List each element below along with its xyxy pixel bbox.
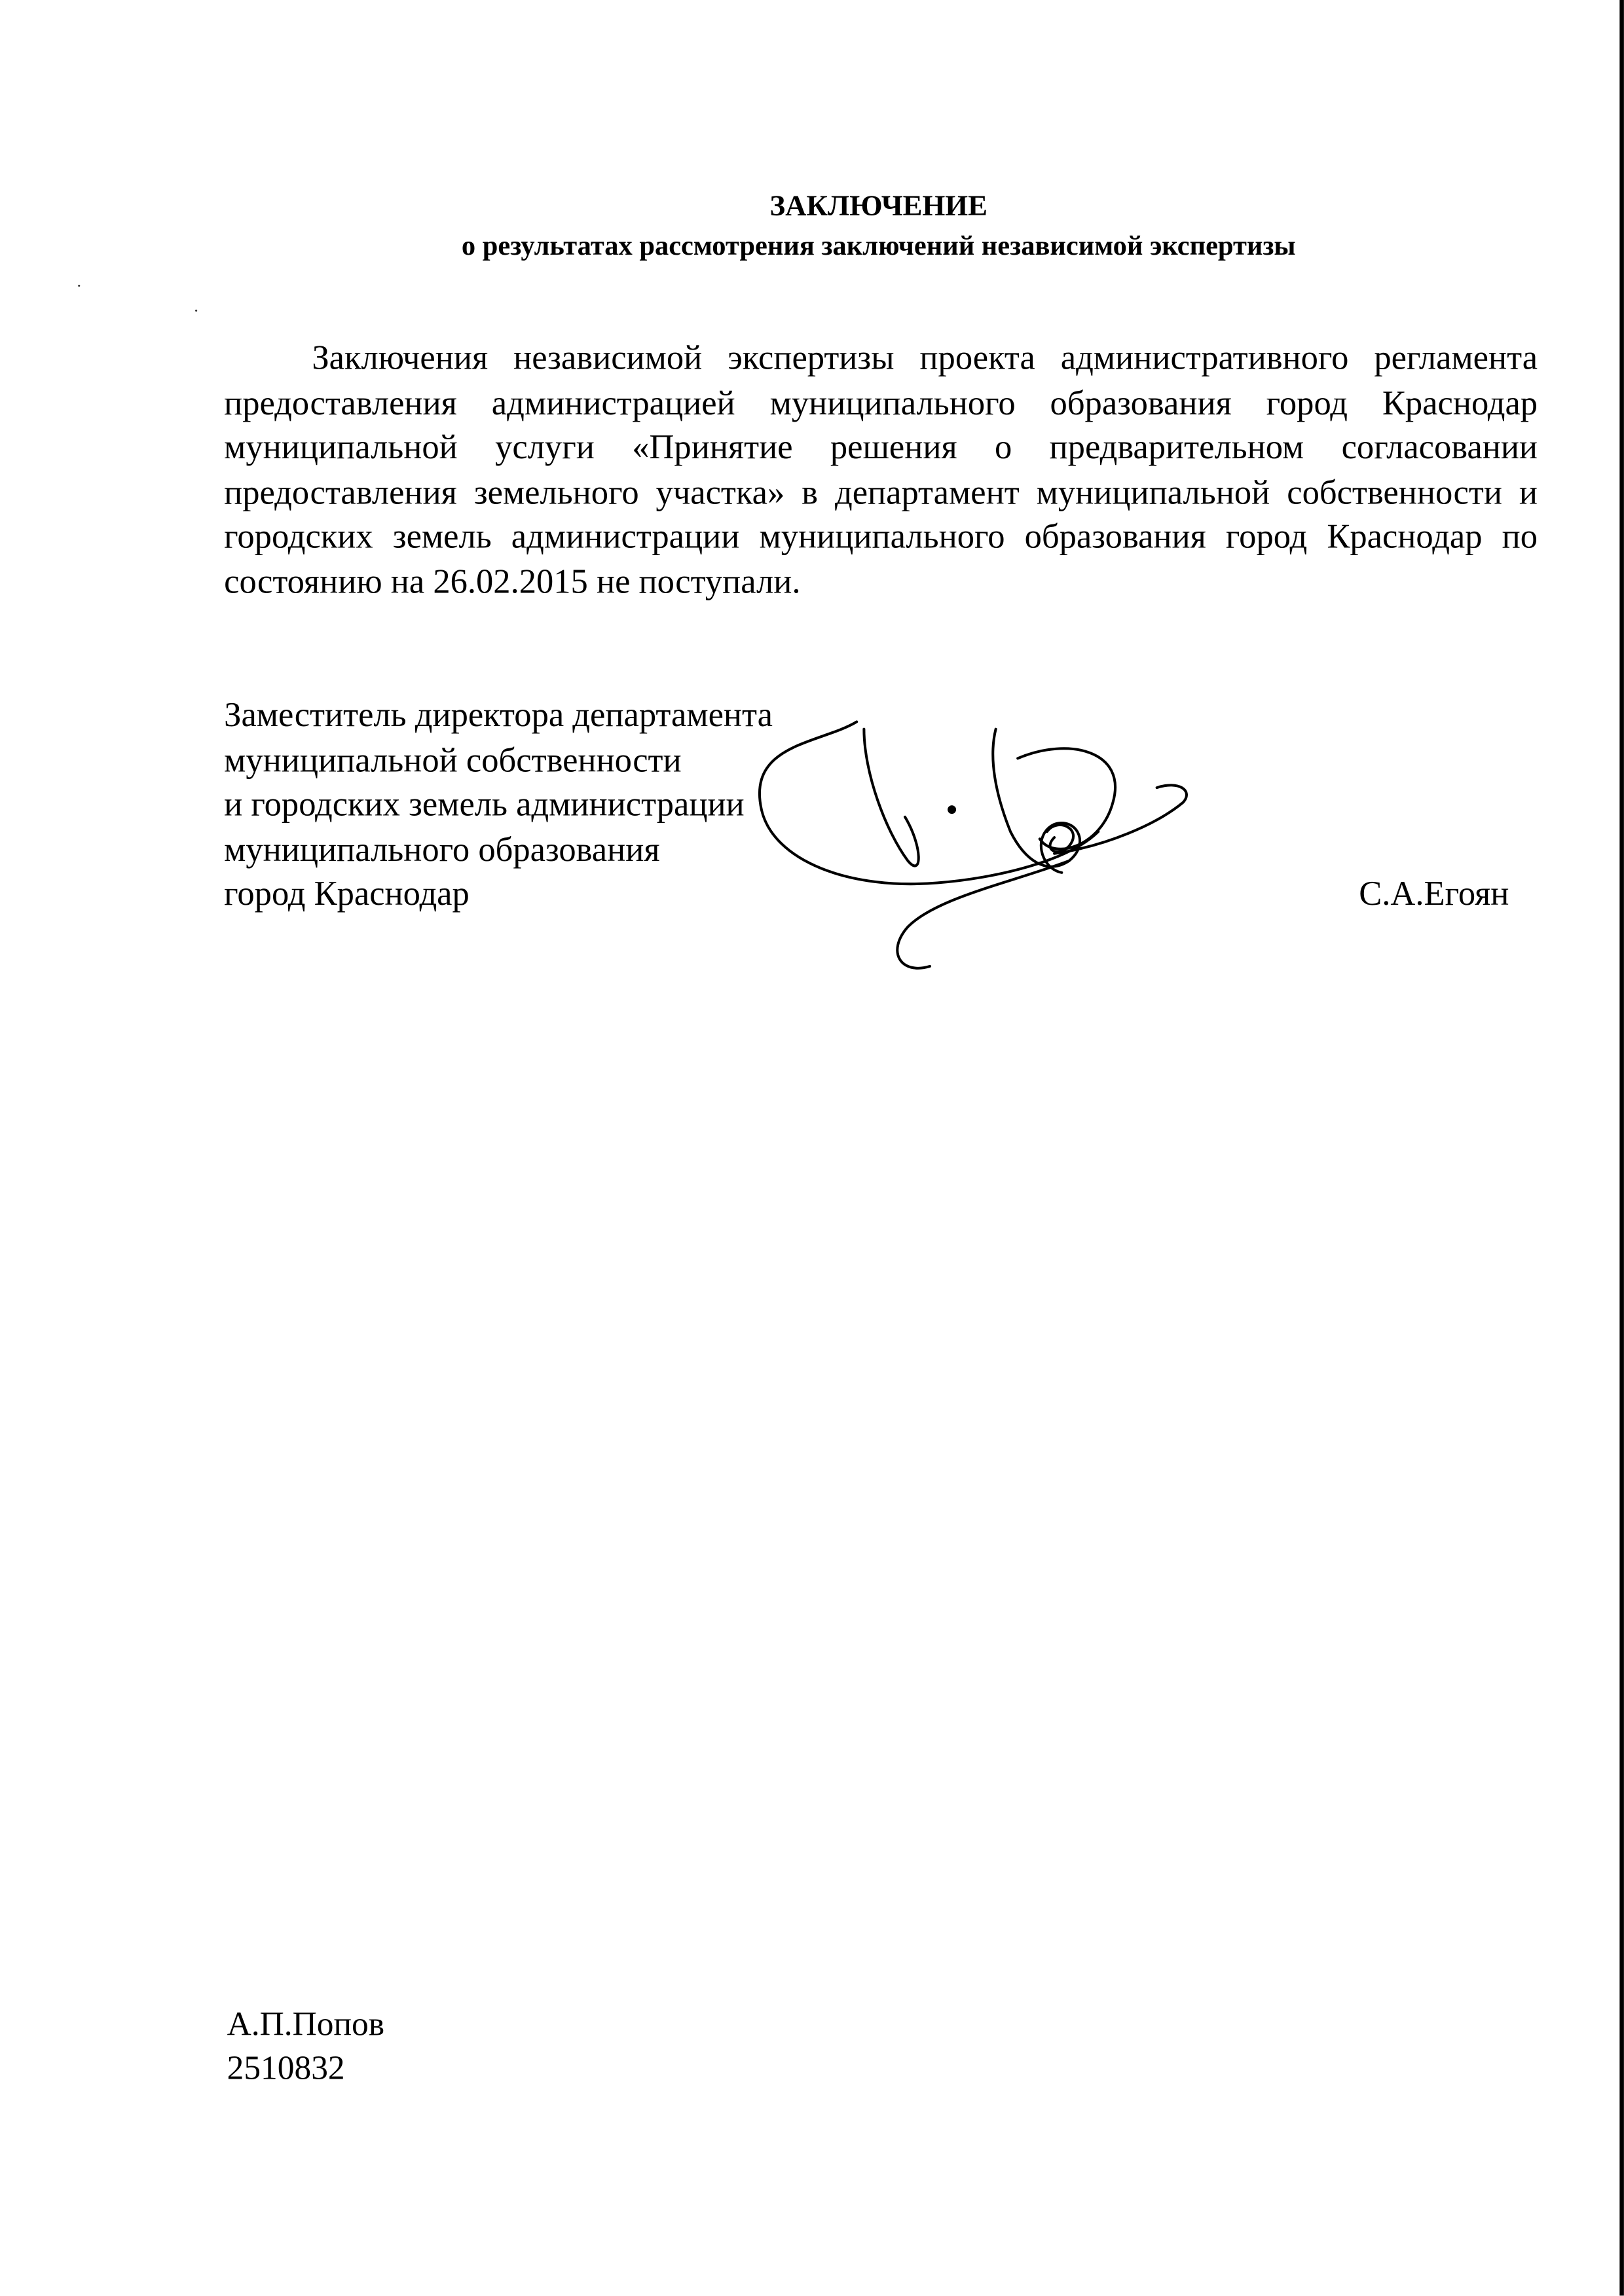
scan-edge-artifact [1615, 0, 1624, 2295]
handwritten-signature [718, 714, 1201, 978]
body-paragraph: Заключения независимой экспертизы проекта административного регламента предоставления администрацией муниципального образования город Краснодар муниципальной услуги «Принятие решения о предварительном согласовании предоставления земельного участка» в департамент муниципальной собственности и городских земель администрации муниципального образования город Краснодар по состоянию на 26.02.2015 не поступали. [224, 339, 1538, 601]
scan-speck: · [193, 300, 200, 321]
signer-position-line: Заместитель директора департамента [224, 697, 773, 735]
document-subtitle: о результатах рассмотрения заключений независимой экспертизы [461, 231, 1296, 263]
signer-position-line: муниципального образования [224, 831, 660, 869]
signer-position-line: муниципальной собственности [224, 741, 682, 780]
signer-position-line: город Краснодар [224, 875, 470, 914]
signer-name: С.А.Егоян [1359, 875, 1509, 914]
scan-speck: · [76, 275, 83, 296]
executor-info [227, 2003, 384, 2090]
signer-position [224, 694, 773, 917]
signer-position-line: и городских земель администрации [224, 786, 745, 825]
executor-phone: 2510832 [227, 2049, 345, 2086]
document-title: ЗАКЛЮЧЕНИЕ [769, 190, 987, 223]
executor-name: А.П.Попов [227, 2005, 385, 2043]
